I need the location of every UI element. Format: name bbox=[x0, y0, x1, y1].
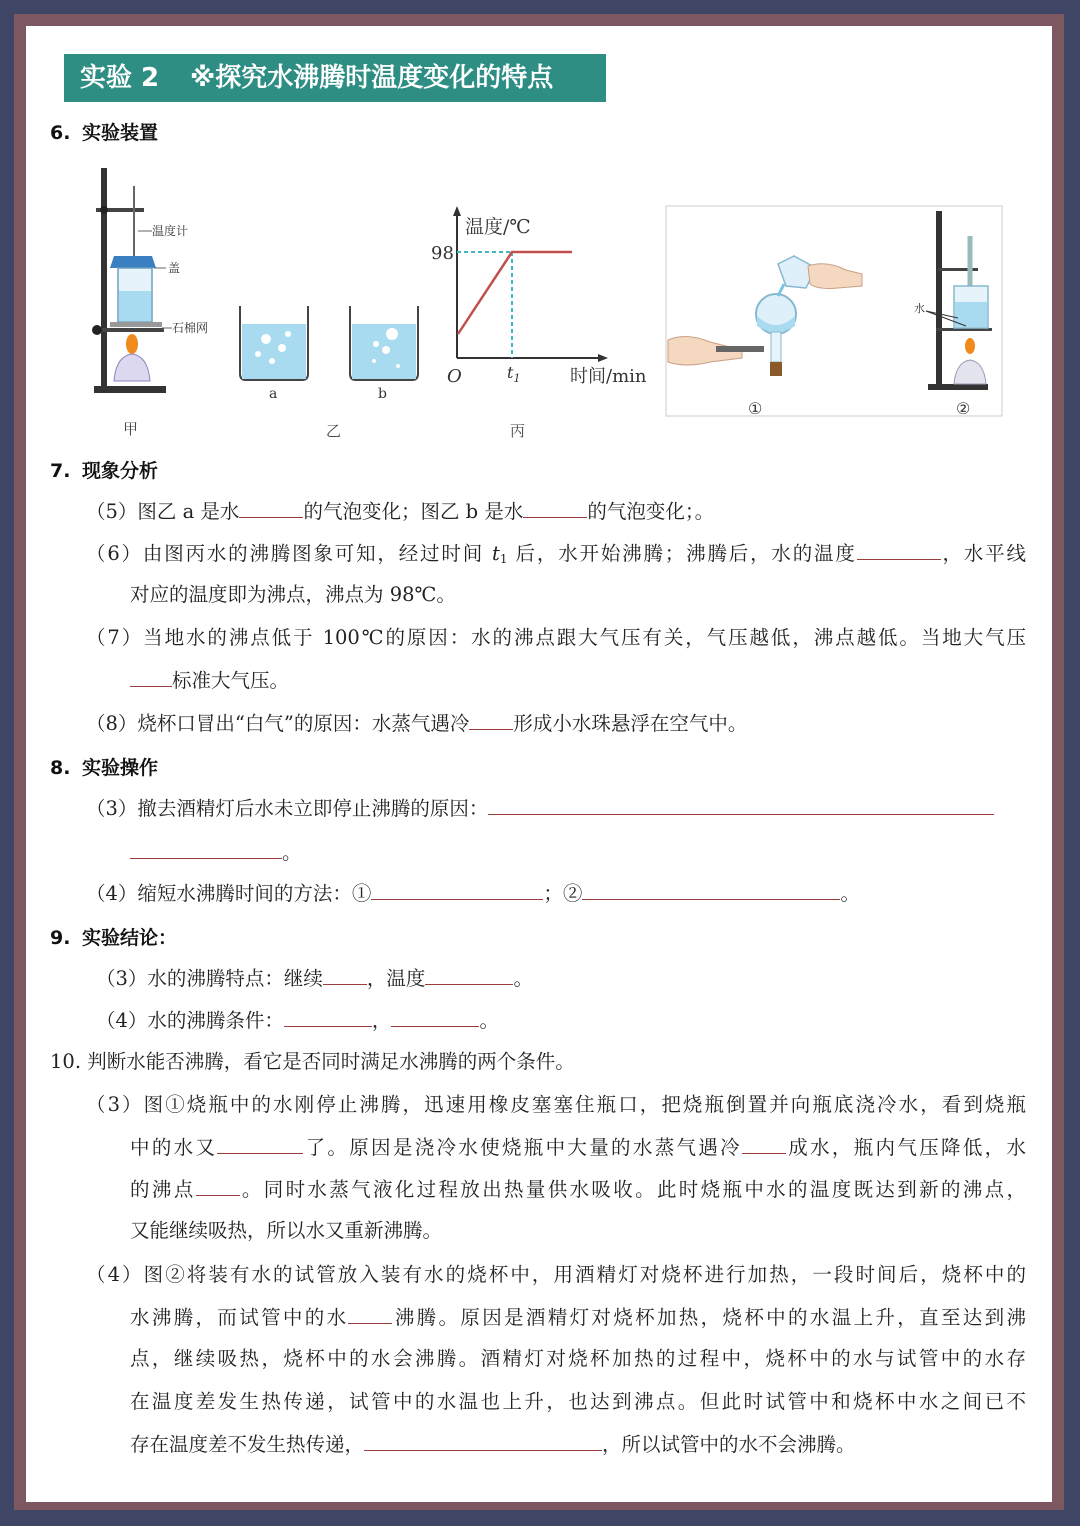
blank bbox=[364, 1430, 602, 1451]
apparatus-figure bbox=[26, 156, 1026, 446]
caption-jia: 甲 bbox=[123, 420, 139, 438]
label-beaker-a: a bbox=[269, 386, 278, 402]
blank bbox=[371, 879, 543, 900]
caption-circle-1: ① bbox=[748, 399, 763, 418]
blank bbox=[348, 1303, 392, 1324]
s7-line-5: （5）图乙 a 是水 的气泡变化；图乙 b 是水 的气泡变化；。 bbox=[86, 497, 714, 526]
blank bbox=[217, 1133, 303, 1154]
label-lid: 盖 bbox=[168, 261, 181, 275]
apparatus-jia bbox=[92, 168, 208, 438]
s10-line-3c: 的沸点 。同时水蒸气液化过程放出热量供水吸收。此时烧瓶中水的温度既达到新的沸点， bbox=[130, 1175, 1026, 1204]
caption-circle-2: ② bbox=[956, 399, 971, 418]
y-tick-98: 98 bbox=[431, 243, 454, 264]
blank bbox=[391, 1006, 479, 1027]
s10-line-4d: 在温度差发生热传递，试管中的水温也上升，也达到沸点。但此时试管中和烧杯中水之间已不 bbox=[130, 1390, 1026, 1413]
experiment-title: ※探究水沸腾时温度变化的特点 bbox=[190, 63, 554, 93]
s8-line-4: （4）缩短水沸腾时间的方法：① ；② 。 bbox=[86, 879, 860, 908]
blank bbox=[196, 1175, 240, 1196]
label-gauze: 石棉网 bbox=[172, 321, 209, 335]
section-8-heading: 8. 实验操作 bbox=[50, 757, 159, 779]
s7-line-6b: 对应的温度即为沸点，沸点为 98℃。 bbox=[130, 583, 456, 606]
section-9-heading: 9. 实验结论： bbox=[50, 927, 178, 949]
blank bbox=[523, 497, 587, 518]
experiment-banner bbox=[64, 54, 606, 102]
label-water: 水 bbox=[914, 302, 925, 315]
s8-line-3b: 。 bbox=[130, 838, 302, 867]
label-beaker-b: b bbox=[378, 386, 387, 402]
blank bbox=[239, 497, 303, 518]
blank bbox=[469, 709, 513, 730]
section-7-heading: 7. 现象分析 bbox=[50, 460, 159, 482]
s10-line-4a: （4）图②将装有水的试管放入装有水的烧杯中，用酒精灯对烧杯进行加热，一段时间后，烧杯中的 bbox=[86, 1263, 1026, 1286]
x-axis-label: 时间/min bbox=[570, 366, 647, 387]
s10-line-3d: 又能继续吸热，所以水又重新沸腾。 bbox=[130, 1219, 443, 1242]
label-thermometer: 温度计 bbox=[152, 224, 189, 238]
caption-yi: 乙 bbox=[326, 422, 342, 440]
blank bbox=[425, 964, 513, 985]
blank bbox=[488, 794, 994, 815]
s10-title: 10. 判断水能否沸腾，看它是否同时满足水沸腾的两个条件。 bbox=[50, 1050, 575, 1073]
s7-line-7a: （7）当地水的沸点低于 100℃的原因：水的沸点跟大气压有关，气压越低，沸点越低。当地大气压 bbox=[86, 626, 1026, 649]
blank bbox=[130, 666, 172, 687]
x-tick-t1: $t_1$ bbox=[507, 363, 521, 385]
apparatus-photo-panel bbox=[666, 206, 1002, 418]
s10-line-3b: 中的水又 了。原因是浇冷水使烧瓶中大量的水蒸气遇冷 成水，瓶内气压降低，水 bbox=[130, 1133, 1026, 1162]
temperature-time-graph bbox=[431, 206, 647, 440]
s7-line-6a: （6）由图丙水的沸腾图象可知，经过时间 $t_1$ 后，水开始沸腾；沸腾后，水的温度 ，水平线 bbox=[86, 539, 1026, 573]
apparatus-yi bbox=[240, 306, 418, 440]
s7-line-7b: 标准大气压。 bbox=[130, 666, 289, 695]
s10-line-4c: 点，继续吸热，烧杯中的水会沸腾。酒精灯对烧杯加热的过程中，烧杯中的水与试管中的水存 bbox=[130, 1347, 1026, 1370]
blank bbox=[742, 1133, 786, 1154]
blank bbox=[284, 1006, 372, 1027]
temperature-curve bbox=[458, 252, 572, 334]
experiment-number: 实验 2 bbox=[80, 63, 160, 93]
s8-line-3: （3）撤去酒精灯后水未立即停止沸腾的原因： bbox=[86, 794, 994, 823]
y-axis-label: 温度/℃ bbox=[465, 216, 531, 238]
caption-bing: 丙 bbox=[510, 422, 526, 440]
s7-line-8: （8）烧杯口冒出“白气”的原因：水蒸气遇冷 形成小水珠悬浮在空气中。 bbox=[86, 709, 747, 738]
blank bbox=[582, 879, 840, 900]
blank bbox=[323, 964, 367, 985]
blank bbox=[857, 539, 941, 560]
s9-line-3: （3）水的沸腾特点：继续 ，温度 。 bbox=[96, 964, 533, 993]
worksheet-page bbox=[26, 26, 1052, 1502]
origin-label: O bbox=[447, 366, 462, 387]
s10-line-3a: （3）图①烧瓶中的水刚停止沸腾，迅速用橡皮塞塞住瓶口，把烧瓶倒置并向瓶底浇冷水，看到烧瓶 bbox=[86, 1093, 1026, 1116]
s10-line-4e: 存在温度差不发生热传递， ，所以试管中的水不会沸腾。 bbox=[130, 1430, 856, 1459]
blank bbox=[130, 838, 282, 859]
s10-line-4b: 水沸腾，而试管中的水 沸腾。原因是酒精灯对烧杯加热，烧杯中的水温上升，直至达到沸 bbox=[130, 1303, 1026, 1332]
s9-line-4: （4）水的沸腾条件： ， 。 bbox=[96, 1006, 499, 1035]
section-6-heading: 6. 实验装置 bbox=[50, 122, 159, 144]
